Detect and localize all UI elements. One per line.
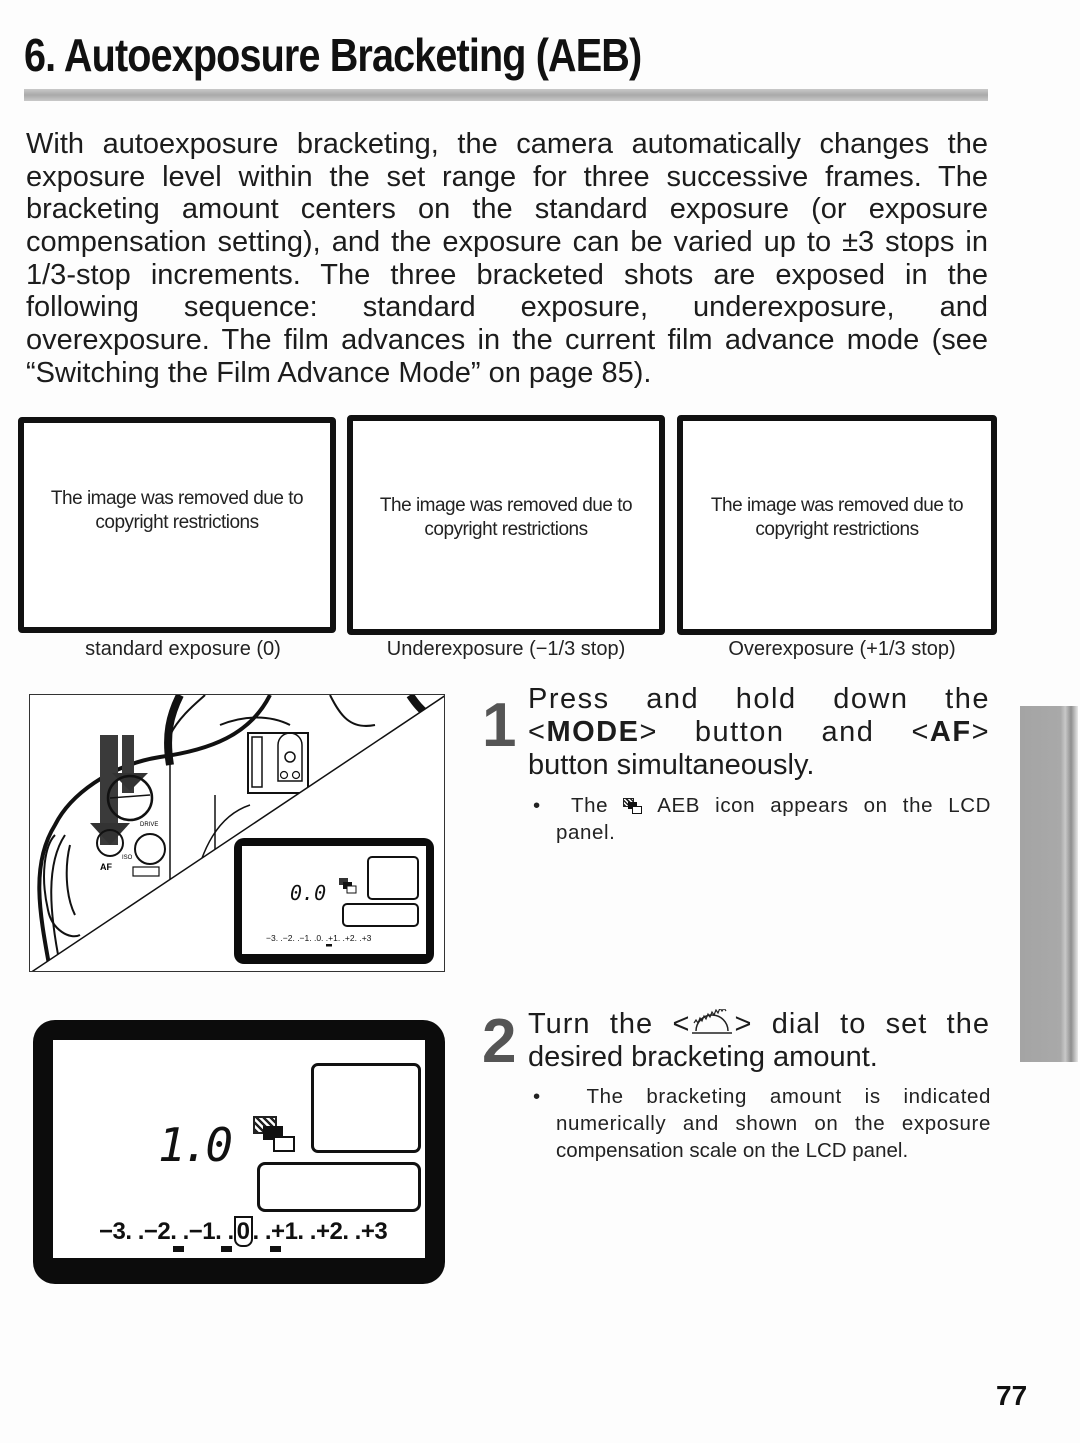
intro-line: With autoexposure bracketing, the camera automatically changes the [26,128,988,160]
step-1-line-keys: <MODE> button and <AF> [528,716,990,748]
caption-overexposure: Overexposure (+1/3 stop) [728,638,956,660]
step-2-text: > dial to set the [734,1008,990,1040]
step-number-2: 2 [482,1007,517,1076]
step-2-line: desired bracketing amount. [528,1041,878,1073]
lcd-frame-box [311,1063,421,1153]
svg-text:DRIVE: DRIVE [140,822,159,828]
main-dial-icon [690,1009,734,1035]
step-number-1: 1 [482,691,517,760]
exposure-scale: −3. .−2. .−1. . 0 . .+1. .+2. .+3 [99,1218,388,1245]
af-key: AF [929,716,972,748]
mini-scale: −3. .−2. .−1. .0. .+1. .+2. .+3 [266,933,372,943]
lcd-info-box [257,1162,421,1212]
title-underline [24,89,988,101]
af-label: AF [100,862,112,872]
caption-underexposure: Underexposure (−1/3 stop) [386,638,626,660]
step-1-note: • The AEB icon appears on the LCD panel. [533,794,992,844]
scale-tick: −1 [188,1218,216,1245]
intro-line: exposure level within the set range for three successive frames. The [26,160,988,193]
page-number: 77 [996,1380,1028,1411]
chapter-thumb-tab [1020,706,1078,1062]
step-2-text: Turn the < [528,1008,691,1040]
photo-standard-exposure [18,417,336,633]
note-text: AEB icon appears on the LCD [657,794,992,817]
page-title: 6. Autoexposure Bracketing (AEB) [24,29,642,81]
note-text: panel. [556,821,616,844]
scale-marker [173,1246,184,1252]
camera-top-drawing [30,695,445,972]
removed-notice-line1: The image was removed due to [710,495,964,516]
intro-line: 1/3-stop increments. The three bracketed shots are exposed in the [26,258,988,291]
scale-tick-zero: 0 [234,1216,253,1247]
step-1-line: button simultaneously. [528,749,815,781]
scale-marker [221,1246,232,1252]
note-text: compensation scale on the LCD panel. [556,1139,909,1162]
intro-line: following sequence: standard exposure, underexposure, and [26,291,988,324]
lcd-screen [53,1040,425,1258]
scale-tick: +1 [271,1218,298,1245]
photo-overexposure [677,415,997,635]
camera-illustration [29,694,445,972]
svg-text:0.0: 0.0 [290,881,327,905]
step-2-line [528,1008,990,1041]
aeb-icon [623,798,643,813]
scale-tick: −3 [99,1218,126,1245]
caption-standard-exposure: standard exposure (0) [85,638,281,660]
intro-line: bracketing amount centers on the standard exposure (or exposure [26,193,988,226]
removed-notice-line1: The image was removed due to [50,488,304,509]
note-text: numerically and shown on the exposure [556,1112,991,1135]
svg-text:ISO: ISO [122,855,133,861]
scale-tick: +3 [360,1218,388,1245]
lcd-panel-illustration [33,1020,445,1284]
step-2-note: • The bracketing amount is indicated numerically and shown on the exposure compensation scale on the LCD panel. [533,1085,991,1162]
note-text: The [571,794,609,817]
step-2-instruction [528,1008,990,1074]
photo-underexposure [347,415,665,635]
step-1-instruction [528,683,990,782]
aeb-icon [253,1116,295,1152]
mode-key: MODE [546,716,640,748]
scale-marker [270,1246,281,1252]
removed-notice-line2: copyright restrictions [95,512,259,533]
removed-notice-line1: The image was removed due to [379,495,633,516]
bracketing-value: 1.0 [158,1118,230,1172]
intro-line: compensation setting), and the exposure can be varied up to ±3 stops in [26,226,988,259]
intro-line: overexposure. The film advances in the current film advance mode (see [26,324,988,357]
scale-tick: +2 [315,1218,343,1245]
removed-notice-line2: copyright restrictions [755,519,919,540]
step-1-line: Press and hold down the [528,683,990,715]
note-text: The bracketing amount is indicated [586,1085,991,1108]
intro-paragraph [26,128,988,390]
removed-notice-line2: copyright restrictions [424,519,588,540]
scale-tick: −2 [143,1218,171,1245]
intro-line: “Switching the Film Advance Mode” on page 85). [26,356,652,389]
